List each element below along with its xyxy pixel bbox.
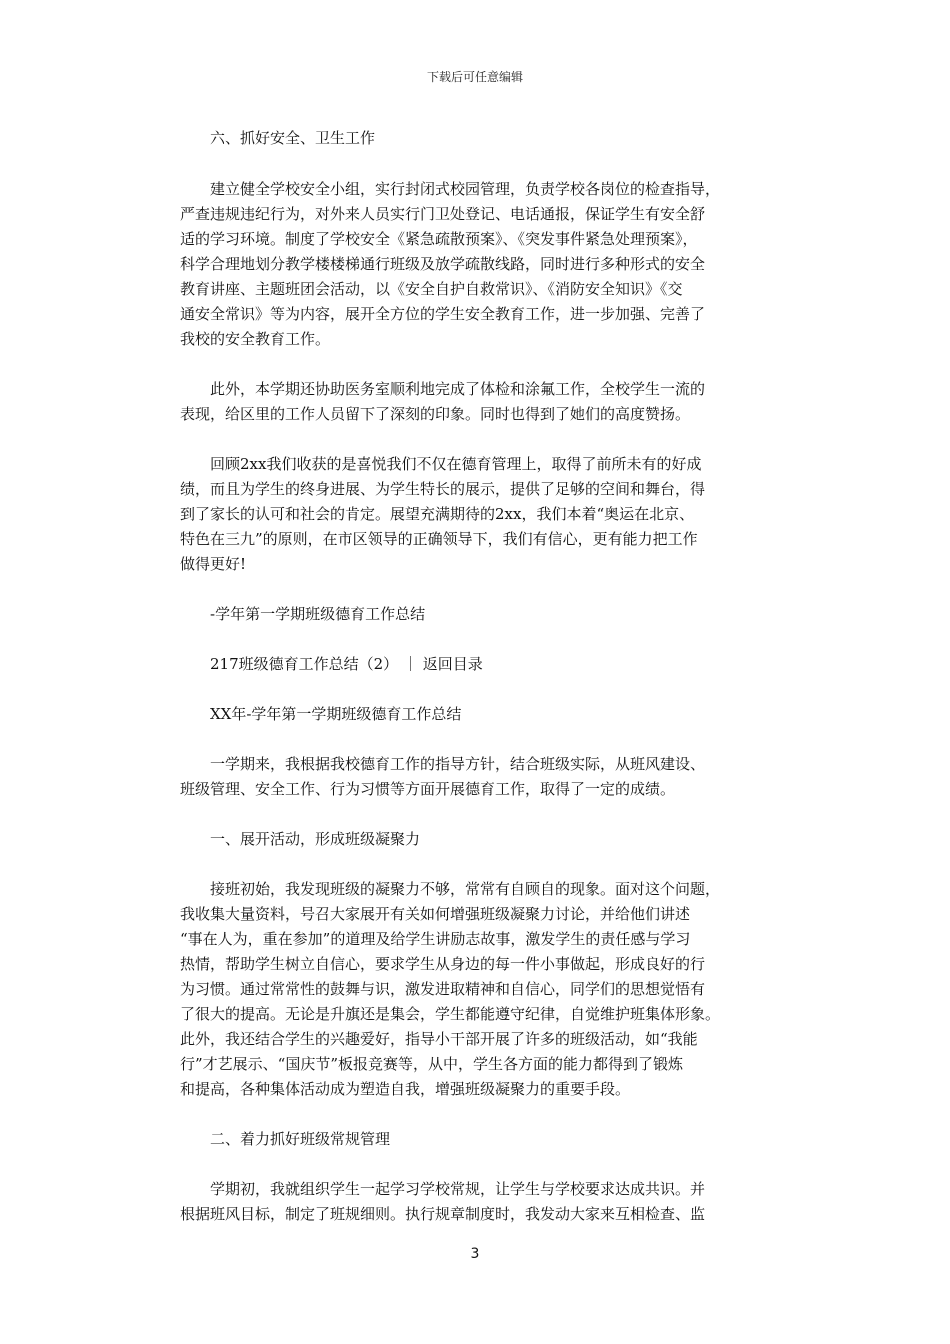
paragraph-line: 我收集大量资料，号召大家展开有关如何增强班级凝聚力讨论，并给他们讲述 xyxy=(180,905,691,923)
paragraph-line: 特色在三九”的原则，在市区领导的正确领导下，我们有信心，更有能力把工作 xyxy=(180,530,698,548)
paragraph-line: 接班初始，我发现班级的凝聚力不够，常常有自顾自的现象。面对这个问题， xyxy=(180,880,721,898)
paragraph-line: 我校的安全教育工作。 xyxy=(180,330,331,348)
title-line: XX年-学年第一学期班级德育工作总结 xyxy=(180,705,462,723)
paragraph-line: 到了家长的认可和社会的肯定。展望充满期待的2xx，我们本着“奥运在北京、 xyxy=(180,505,695,523)
section-heading: 一、展开活动，形成班级凝聚力 xyxy=(180,830,421,848)
paragraph-line: 一学期来，我根据我校德育工作的指导方针，结合班级实际，从班风建设、 xyxy=(180,755,706,773)
paragraph-line: 建立健全学校安全小组，实行封闭式校园管理，负责学校各岗位的检查指导， xyxy=(180,180,721,198)
title-line: -学年第一学期班级德育工作总结 xyxy=(180,605,426,623)
section-heading: 六、抓好安全、卫生工作 xyxy=(180,129,376,147)
paragraph-line: 根据班风目标，制定了班规细则。执行规章制度时，我发动大家来互相检查、监 xyxy=(180,1205,706,1223)
paragraph-line: “事在人为，重在参加”的道理及给学生讲励志故事，激发学生的责任感与学习 xyxy=(180,930,691,948)
paragraph-line: 行”才艺展示、“国庆节”板报竞赛等，从中，学生各方面的能力都得到了锻炼 xyxy=(180,1055,684,1073)
page-header: 下载后可任意编辑 xyxy=(426,70,523,84)
paragraph-line: 表现，给区里的工作人员留下了深刻的印象。同时也得到了她们的高度赞扬。 xyxy=(180,405,691,423)
paragraph-line: 为习惯。通过常常性的鼓舞与识，激发进取精神和自信心，同学们的思想觉悟有 xyxy=(180,980,706,998)
paragraph-line: 班级管理、安全工作、行为习惯等方面开展德育工作，取得了一定的成绩。 xyxy=(180,780,676,798)
paragraph-line: 和提高，各种集体活动成为塑造自我，增强班级凝聚力的重要手段。 xyxy=(180,1080,631,1098)
page-number: 3 xyxy=(470,1246,480,1262)
paragraph-line: 适的学习环境。制度了学校安全《紧急疏散预案》、《突发事件紧急处理预案》， xyxy=(180,230,698,248)
paragraph-line: 了很大的提高。无论是升旗还是集会，学生都能遵守纪律，自觉维护班集体形象。 xyxy=(180,1005,721,1023)
section-heading: 二、着力抓好班级常规管理 xyxy=(180,1130,391,1148)
paragraph-line: 学期初，我就组织学生一起学习学校常规，让学生与学校要求达成共识。并 xyxy=(180,1180,706,1198)
paragraph-line: 绩，而且为学生的终身进展、为学生特长的展示，提供了足够的空间和舞台，得 xyxy=(180,480,706,498)
nav-link-line[interactable]: 217班级德育工作总结（2） ｜ 返回目录 xyxy=(180,655,483,673)
paragraph-line: 教育讲座、主题班团会活动，以《安全自护自救常识》、《消防安全知识》《交 xyxy=(180,280,683,298)
paragraph-line: 回顾2xx我们收获的是喜悦我们不仅在德育管理上，取得了前所未有的好成 xyxy=(180,455,702,473)
paragraph-line: 热情，帮助学生树立自信心，要求学生从身边的每一件小事做起，形成良好的行 xyxy=(180,955,706,973)
paragraph-line: 通安全常识》等为内容，展开全方位的学生安全教育工作，进一步加强、完善了 xyxy=(180,305,706,323)
paragraph-line: 此外，我还结合学生的兴趣爱好，指导小干部开展了许多的班级活动，如“我能 xyxy=(180,1030,698,1048)
paragraph-line: 科学合理地划分教学楼楼梯通行班级及放学疏散线路，同时进行多种形式的安全 xyxy=(180,255,706,273)
paragraph-line: 做得更好! xyxy=(180,555,247,573)
paragraph-line: 此外，本学期还协助医务室顺利地完成了体检和涂氟工作，全校学生一流的 xyxy=(180,380,706,398)
paragraph-line: 严查违规违纪行为，对外来人员实行门卫处登记、电话通报，保证学生有安全舒 xyxy=(180,205,706,223)
